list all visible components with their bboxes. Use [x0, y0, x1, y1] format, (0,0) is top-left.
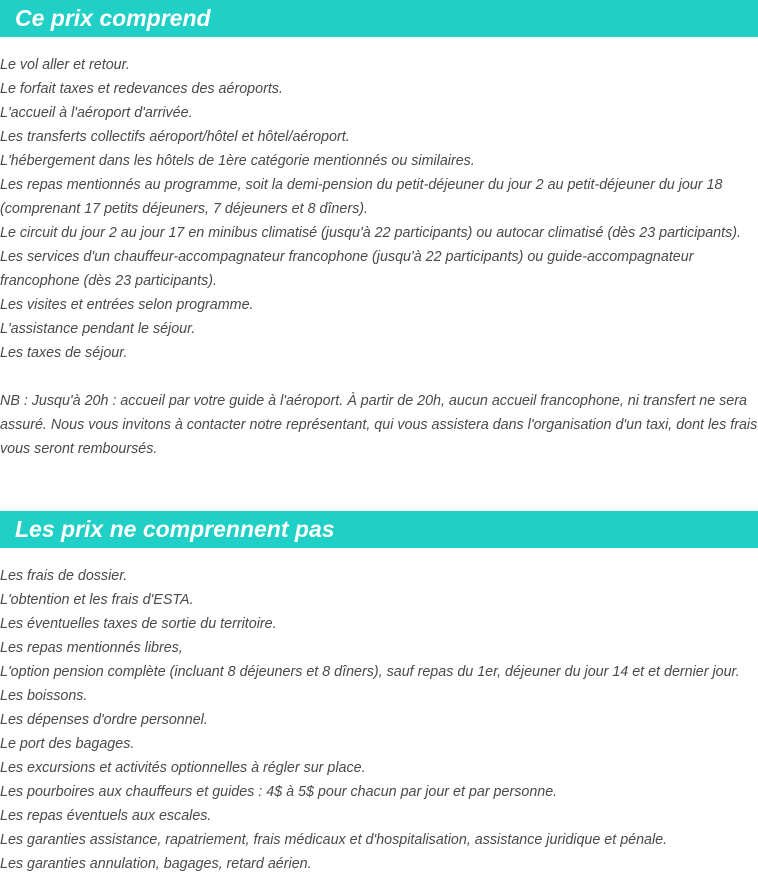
list-item: Les éventuelles taxes de sortie du territoire.: [0, 616, 277, 632]
list-item: Les frais de dossier.: [0, 568, 128, 584]
section-header-included: [0, 0, 758, 37]
list-item: Les visites et entrées selon programme.: [0, 297, 254, 313]
excluded-list: [0, 564, 758, 876]
list-item: Le port des bagages.: [0, 736, 135, 752]
list-item: Les pourboires aux chauffeurs et guides : 4$ à 5$ pour chacun par jour et par personne.: [0, 784, 558, 800]
note-text: NB : Jusqu'à 20h : accueil par votre guide à l'aéroport. À partir de 20h, aucun accueil francophone, ni transfert ne sera assuré. Nous vous invitons à contacter notre représentant, qui vous assistera dans l'organisation d'un taxi, dont les frais vous seront remboursés.: [0, 393, 758, 457]
list-item: Le vol aller et retour.: [0, 57, 130, 73]
list-item: Les garanties assistance, rapatriement, frais médicaux et d'hospitalisation, assistance juridique et pénale.: [0, 832, 668, 848]
section-title-excluded: Les prix ne comprennent pas: [15, 516, 335, 542]
list-item: L'accueil à l'aéroport d'arrivée.: [0, 105, 193, 121]
list-item: L'option pension complète (incluant 8 déjeuners et 8 dîners), sauf repas du 1er, déjeuner du jour 14 et et dernier jour.: [0, 664, 740, 680]
note-block: [0, 389, 758, 461]
list-item: Les services d'un chauffeur-accompagnateur francophone (jusqu'à 22 participants) ou guide-accompagnateur francophone (dès 23 participants).: [0, 249, 694, 289]
list-item: Les taxes de séjour.: [0, 345, 128, 361]
included-list: [0, 53, 758, 365]
list-item: Les dépenses d'ordre personnel.: [0, 712, 208, 728]
list-item: L'obtention et les frais d'ESTA.: [0, 592, 194, 608]
list-item: L'hébergement dans les hôtels de 1ère catégorie mentionnés ou similaires.: [0, 153, 475, 169]
list-item: Les boissons.: [0, 688, 88, 704]
list-item: Les excursions et activités optionnelles à régler sur place.: [0, 760, 366, 776]
section-header-excluded: [0, 511, 758, 548]
list-item: Les repas mentionnés au programme, soit la demi-pension du petit-déjeuner du jour 2 au petit-déjeuner du jour 18 (comprenant 17 petits déjeuners, 7 déjeuners et 8 dîners).: [0, 177, 723, 217]
list-item: Le circuit du jour 2 au jour 17 en minibus climatisé (jusqu'à 22 participants) ou autocar climatisé (dès 23 participants).: [0, 225, 741, 241]
list-item: Les repas éventuels aux escales.: [0, 808, 212, 824]
list-item: Les garanties annulation, bagages, retard aérien.: [0, 856, 312, 872]
list-item: L'assistance pendant le séjour.: [0, 321, 196, 337]
section-title-included: Ce prix comprend: [15, 5, 211, 31]
list-item: Les transferts collectifs aéroport/hôtel et hôtel/aéroport.: [0, 129, 350, 145]
list-item: Les repas mentionnés libres,: [0, 640, 183, 656]
list-item: Le forfait taxes et redevances des aéroports.: [0, 81, 283, 97]
